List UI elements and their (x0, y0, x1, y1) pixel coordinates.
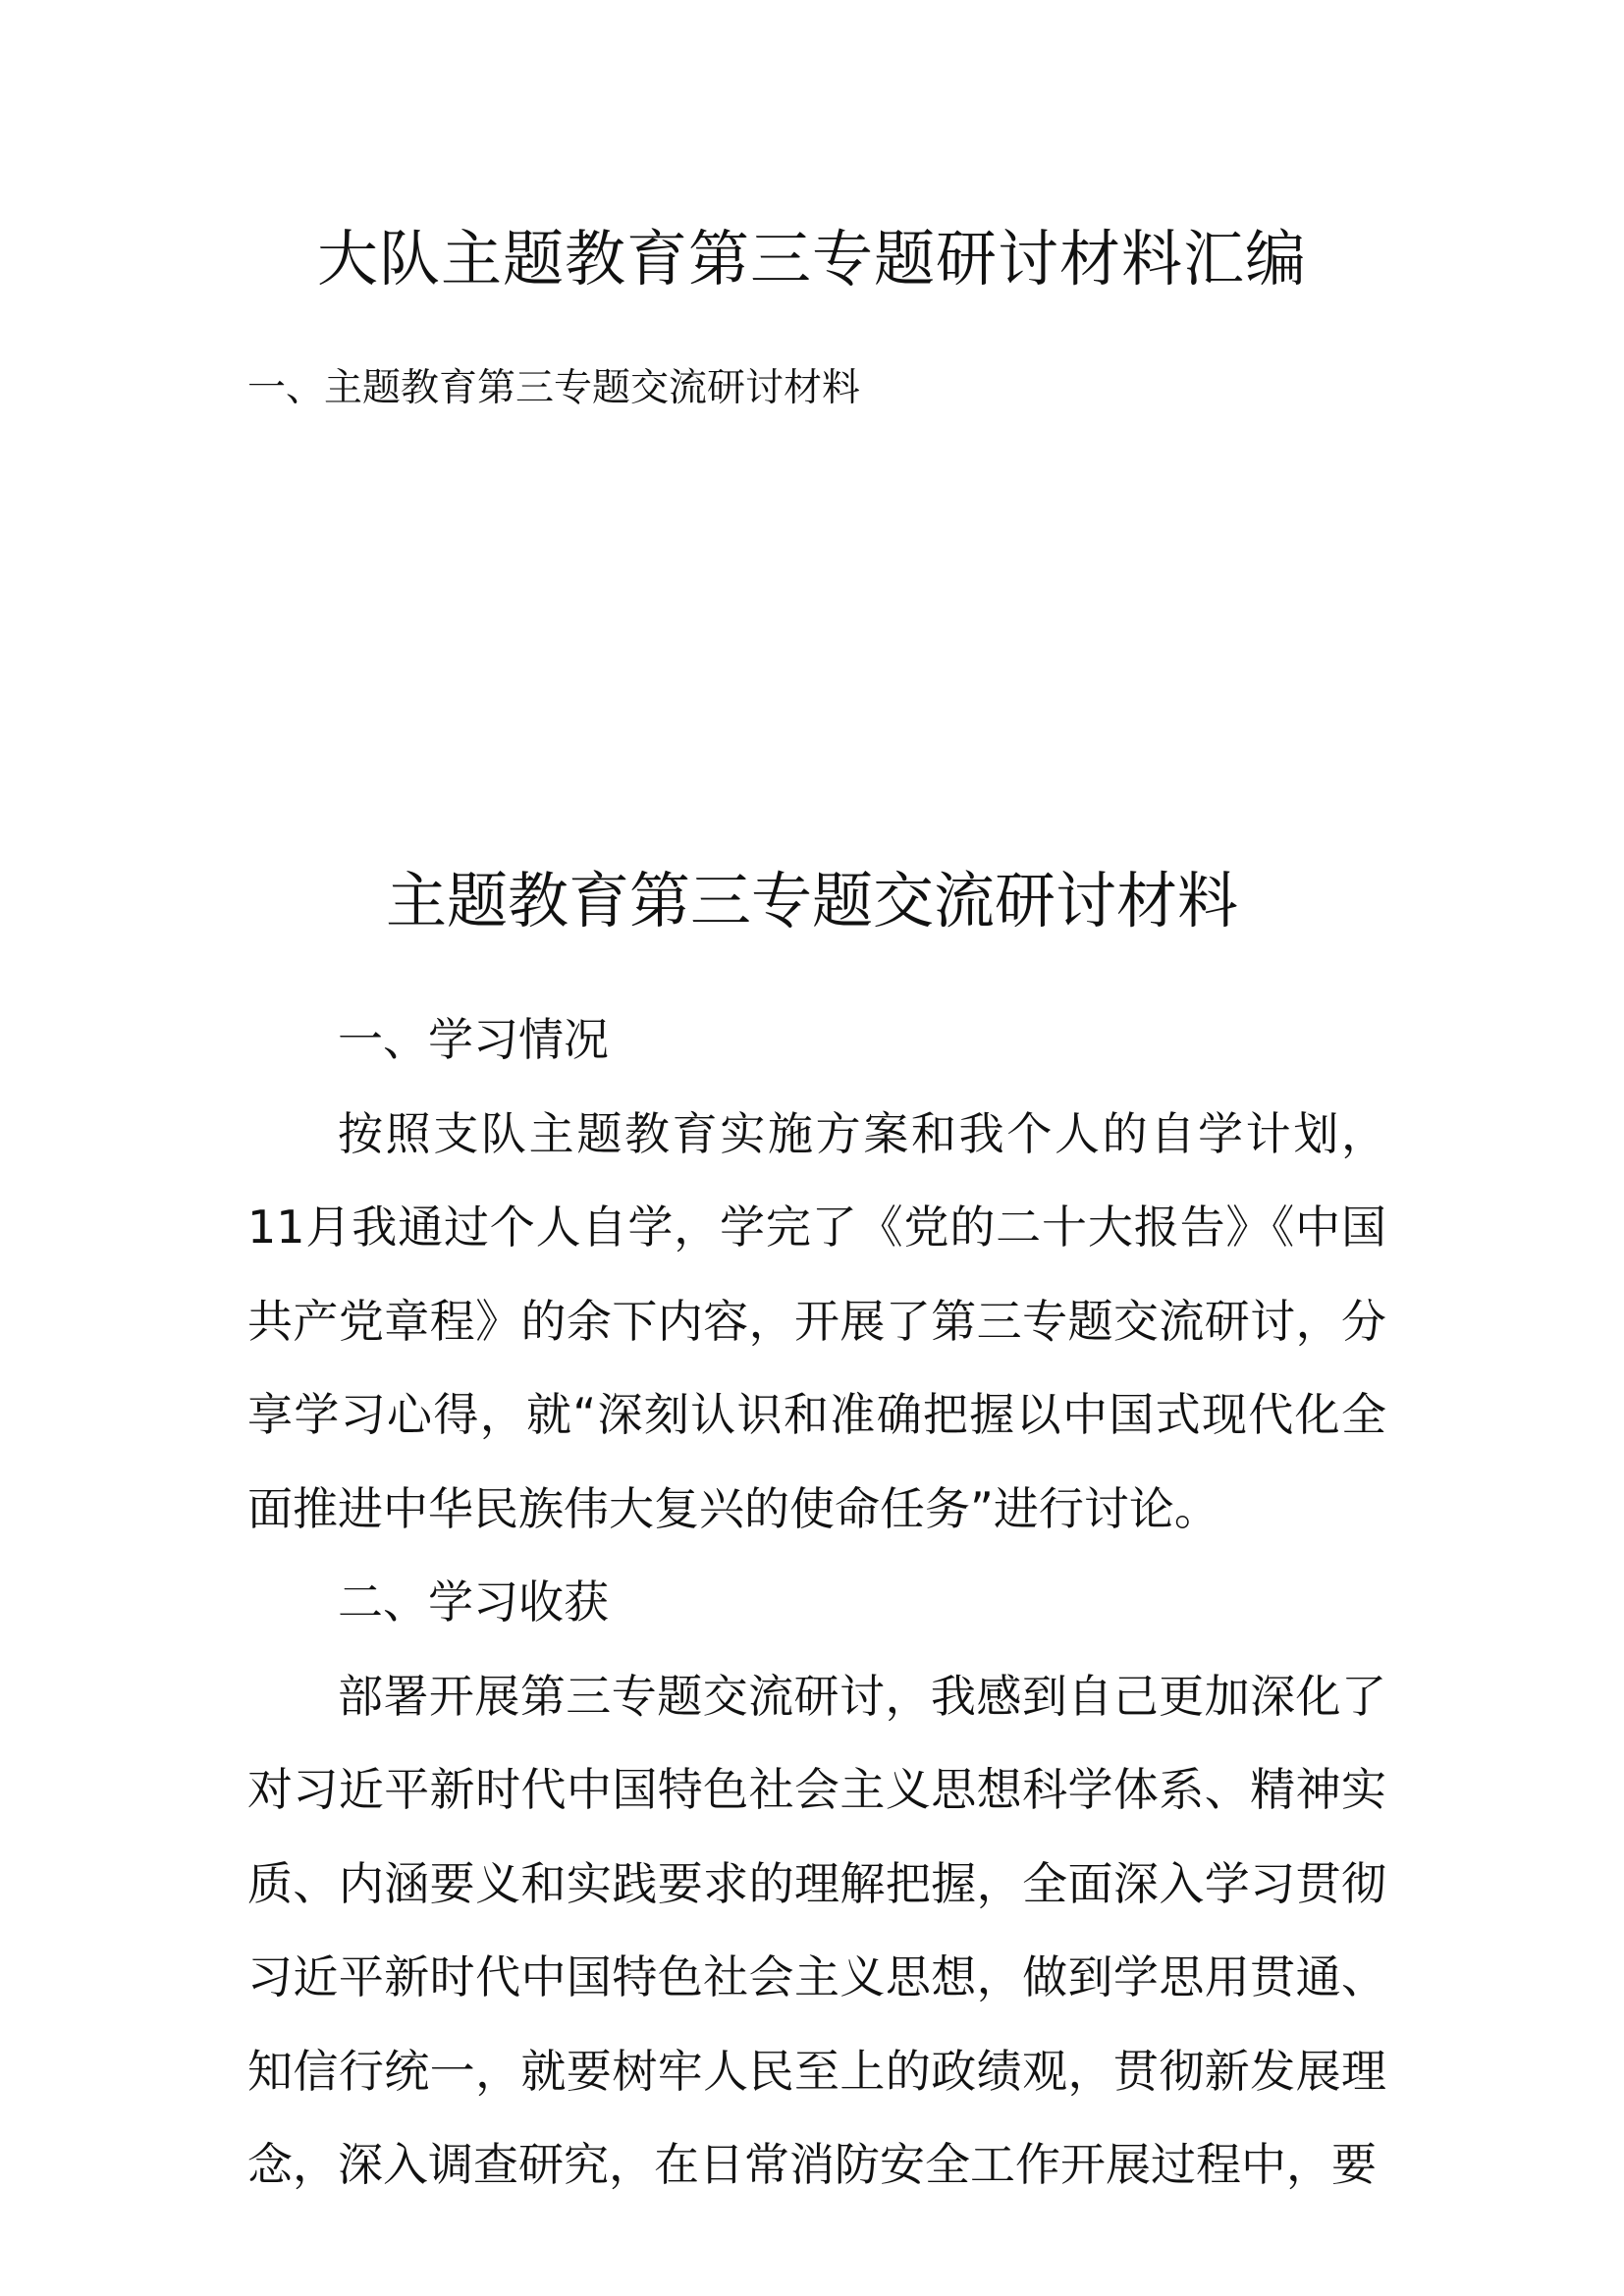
heading-study-status: 一、学习情况 (338, 1013, 609, 1066)
heading-study-gains: 二、学习收获 (338, 1575, 609, 1629)
paragraph-study-gains: 部署开展第三专题交流研讨，我感到自己更加深化了对习近平新时代中国特色社会主义思想科学体系、精神实质、内涵要义和实践要求的理解把握，全面深入学习贯彻习近平新时代中国特色社会主义思想，做到学思用贯通、知信行统一，就要树牢人民至上的政绩观，贯彻新发展理念，深入调查研究，在日常消防安全工作开展过程中，要 (247, 1669, 1386, 2191)
document-main-title: 大队主题教育第三专题研讨材料汇编 (316, 223, 1307, 294)
section-title: 主题教育第三专题交流研讨材料 (385, 865, 1238, 936)
document-body (247, 993, 1386, 2213)
paragraph-study-status: 按照支队主题教育实施方案和我个人的自学计划，11月我通过个人自学，学完了《党的二十大报告》《中国共产党章程》的余下内容，开展了第三专题交流研讨，分享学习心得，就“深刻认识和准确把握以中国式现代化全面推进中华民族伟大复兴的使命任务”进行讨论。 (247, 1106, 1386, 1535)
toc-item: 一、主题教育第三专题交流研讨材料 (247, 366, 861, 410)
